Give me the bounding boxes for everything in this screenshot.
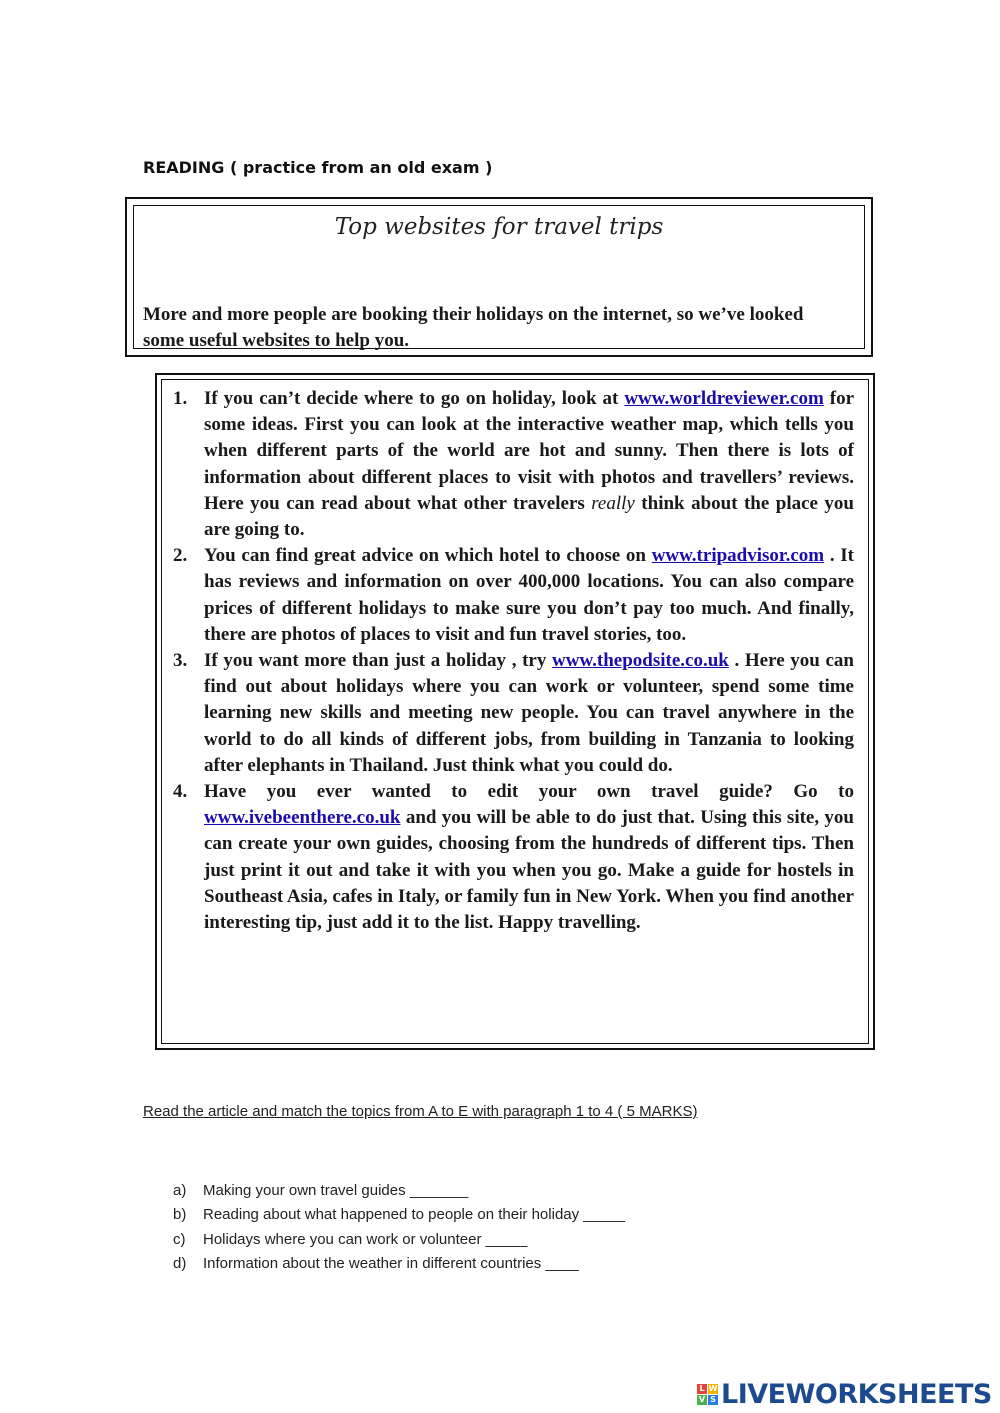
logo-mark-cell: W — [708, 1383, 718, 1393]
item-number: 4. — [173, 781, 188, 803]
item-text: for some ideas. First you can look at the interactive weather map, which tells you when different parts of the world are hot and sunny. Then there is lots of information about different places to visit with photos and travellers’ reviews. Here you can read about what other travelers — [204, 388, 855, 514]
task-instruction: Read the article and match the topics from A to E with paragraph 1 to 4 ( 5 MARKS) — [143, 1103, 698, 1120]
liveworksheets-logo — [697, 1376, 992, 1412]
item-text: If you can’t decide where to go on holiday, look at — [204, 388, 625, 409]
topic-text: Reading about what happened to people on their holiday _____ — [203, 1206, 626, 1224]
article-title: Top websites for travel trips — [334, 214, 664, 240]
item-text: Have you ever wanted to edit your own travel guide? Go to — [204, 781, 854, 803]
article-item-3 — [162, 648, 854, 779]
article-item-2 — [162, 543, 854, 648]
topic-item-a — [173, 1179, 625, 1203]
item-number: 2. — [173, 545, 188, 567]
logo-mark-icon — [697, 1384, 718, 1405]
item-number: 1. — [173, 388, 188, 409]
topic-item-d — [173, 1252, 625, 1276]
topic-text: Making your own travel guides _______ — [203, 1182, 469, 1199]
item-number: 3. — [173, 650, 188, 672]
logo-mark-cell: S — [708, 1395, 718, 1405]
logo-text: LIVEWORKSHEETS — [721, 1378, 992, 1410]
topic-letter: c) — [173, 1230, 186, 1248]
topic-text: Information about the weather in different countries ____ — [203, 1254, 579, 1272]
item-text: . Here you can find out about holidays where you can work or volunteer, spend some time learning new skills and meeting new people. You can travel anywhere in the world to do all kinds of different jobs, from building in Tanzania to looking after elephants in Thailand. Just think what you could do. — [204, 650, 854, 776]
article-item-1 — [162, 386, 854, 543]
topics-list — [173, 1179, 625, 1276]
page-heading: READING ( practice from an old exam ) — [143, 158, 493, 177]
emphasis-text: really — [591, 492, 635, 514]
topic-item-b — [173, 1203, 625, 1227]
logo-mark-cell: L — [697, 1384, 707, 1394]
item-text: . It has reviews and information on over 400,000 locations. You can also compare prices of different holidays to make sure you don’t pay too much. And finally, there are photos of places to visit and fun travel stories, too. — [204, 545, 854, 645]
item-text: You can find great advice on which hotel to choose on — [204, 545, 652, 567]
link-thepodsite[interactable]: www.thepodsite.co.uk — [552, 650, 729, 672]
intro-inner-border — [133, 205, 865, 349]
article-list — [162, 386, 854, 936]
intro-box — [125, 197, 873, 357]
topic-letter: a) — [173, 1182, 187, 1199]
article-box — [155, 373, 875, 1050]
item-text: think about the place you are going to. — [204, 492, 854, 541]
topic-letter: d) — [173, 1254, 187, 1272]
item-text: If you want more than just a holiday , try — [204, 650, 553, 672]
topic-text: Holidays where you can work or volunteer _____ — [203, 1230, 528, 1248]
article-item-4 — [162, 779, 854, 936]
link-tripadvisor[interactable]: www.tripadvisor.com — [651, 545, 825, 567]
article-inner-border — [161, 379, 869, 1044]
topic-letter: b) — [173, 1206, 187, 1224]
link-ivebeenthere[interactable]: www.ivebeenthere.co.uk — [204, 807, 401, 829]
intro-text: More and more people are booking their holidays on the internet, so we’ve looked some useful websites to help you. — [143, 304, 804, 351]
topic-item-c — [173, 1228, 625, 1252]
logo-mark-cell: V — [698, 1394, 706, 1404]
link-worldreviewer[interactable]: www.worldreviewer.com — [624, 388, 824, 409]
item-text: and you will be able to do just that. Using this site, you can create your own guides, choosing from the hundreds of different tips. Then just print it out and take it with you when you go. Make a guide for hostels in Southeast Asia, cafes in Italy, or family fun in New York. When you find another interesting tip, just add it to the list. Happy travelling. — [204, 807, 854, 934]
